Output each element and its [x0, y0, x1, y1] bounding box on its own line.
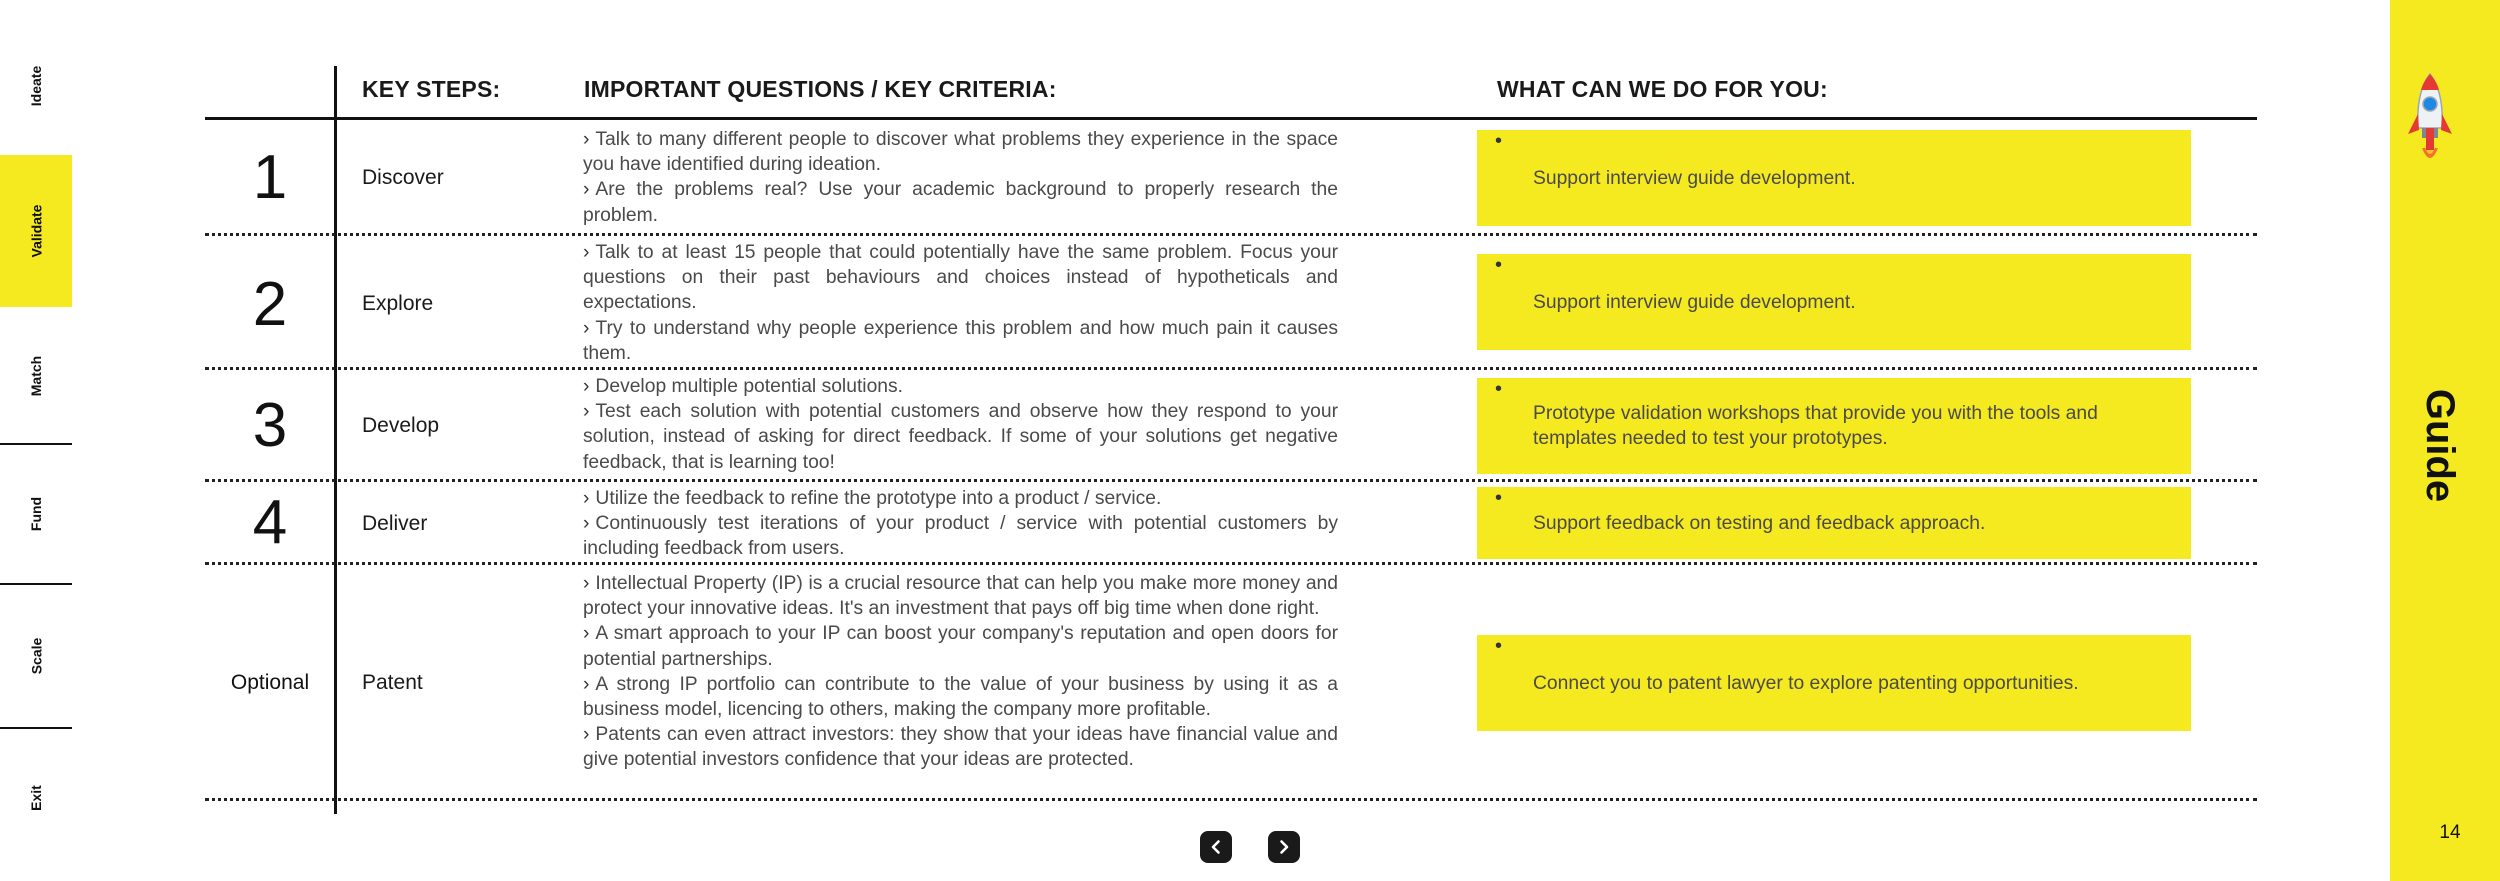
table-row	[205, 565, 2257, 801]
nav-item-label: Scale	[28, 637, 44, 675]
question-item: › Try to understand why people experience this problem and how much pain it causes them.	[583, 317, 1338, 364]
question-item: › Test each solution with potential customers and observe how they respond to your solution, instead of asking for direct feedback. If some of your solutions get negative feedback, that is learning too!	[583, 401, 1338, 473]
question-item: › Talk to at least 15 people that could potentially have the same problem. Focus your questions on their past behaviours and choices instead of hypotheticals and expectations.	[583, 242, 1338, 314]
header-questions: IMPORTANT QUESTIONS / KEY CRITERIA:	[584, 76, 1057, 102]
chevron-left-icon	[1208, 839, 1224, 855]
question-item: › Utilize the feedback to refine the prototype into a product / service.	[583, 488, 1162, 509]
questions-cell	[583, 571, 1338, 773]
step-name: Deliver	[362, 512, 428, 535]
questions-cell	[583, 127, 1338, 228]
table-row	[205, 120, 2257, 236]
help-text: Prototype validation workshops that provide you with the tools and templates needed to test your prototypes.	[1533, 403, 2098, 449]
help-box	[1477, 130, 2191, 226]
question-item: › Patents can even attract investors: they show that your ideas have financial value and give potential investors confidence that your ideas are protected.	[583, 724, 1338, 771]
help-text: Support interview guide development.	[1533, 167, 1856, 189]
question-item: › A smart approach to your IP can boost your company's reputation and open doors for potential partnerships.	[583, 623, 1338, 670]
question-item: › Continuously test iterations of your product / service with potential customers by including feedback from users.	[583, 513, 1338, 560]
nav-item-label: Exit	[28, 784, 44, 811]
guide-title	[2400, 370, 2480, 520]
help-box	[1477, 378, 2191, 474]
header-key-steps: KEY STEPS:	[362, 76, 501, 102]
step-number: 1	[252, 143, 288, 212]
table-row	[205, 370, 2257, 482]
help-text: Connect you to patent lawyer to explore patenting opportunities.	[1533, 672, 2079, 694]
question-item: › Intellectual Property (IP) is a crucial resource that can help you make more money and protect your innovative ideas. It's an investment that pays off big time when done right.	[583, 573, 1338, 620]
side-navigation	[0, 0, 72, 881]
nav-divider	[0, 727, 72, 729]
nav-divider	[0, 443, 72, 445]
question-item: › Develop multiple potential solutions.	[583, 376, 904, 397]
help-box	[1477, 487, 2191, 559]
bullet-icon: •	[1495, 378, 1503, 400]
step-name: Discover	[362, 166, 444, 189]
step-name: Explore	[362, 292, 434, 315]
step-name: Patent	[362, 671, 423, 694]
bullet-icon: •	[1495, 487, 1503, 509]
bullet-icon: •	[1495, 254, 1503, 276]
help-box	[1477, 635, 2191, 731]
help-box	[1477, 254, 2191, 350]
table-row	[205, 482, 2257, 565]
next-page-button[interactable]	[1268, 831, 1300, 863]
nav-item-exit[interactable]	[0, 730, 72, 865]
chevron-right-icon	[1276, 839, 1292, 855]
nav-item-label: Match	[27, 355, 44, 397]
questions-cell	[583, 240, 1338, 366]
question-item: › Are the problems real? Use your academic background to properly research the problem.	[583, 179, 1338, 226]
help-text: Support feedback on testing and feedback approach.	[1533, 512, 1986, 534]
help-text: Support interview guide development.	[1533, 291, 1856, 313]
step-number: Optional	[230, 671, 310, 694]
table-row	[205, 236, 2257, 370]
page-number: 14	[2439, 822, 2461, 843]
question-item: › A strong IP portfolio can contribute to the value of your business by using it as a business model, licencing to others, making the company more profitable.	[583, 673, 1338, 721]
nav-item-match[interactable]	[0, 310, 72, 442]
step-number: 4	[252, 488, 288, 557]
row-divider	[205, 798, 2257, 801]
step-name: Develop	[362, 414, 440, 437]
rocket-icon	[2400, 70, 2460, 170]
nav-divider	[0, 583, 72, 585]
nav-item-fund[interactable]	[0, 446, 72, 582]
bullet-icon: •	[1495, 635, 1503, 657]
nav-item-label: Fund	[28, 496, 44, 532]
questions-cell	[583, 486, 1338, 562]
nav-item-ideate[interactable]	[0, 20, 72, 152]
questions-cell	[583, 374, 1338, 475]
question-item: › Talk to many different people to discover what problems they experience in the space you have identified during ideation.	[583, 129, 1338, 176]
nav-item-validate[interactable]	[0, 155, 72, 307]
header-help: WHAT CAN WE DO FOR YOU:	[1497, 76, 1828, 102]
nav-item-scale[interactable]	[0, 586, 72, 726]
bullet-icon: •	[1495, 130, 1503, 152]
step-number: 2	[252, 270, 288, 339]
step-number: 3	[252, 391, 288, 460]
nav-item-label: Validate	[27, 204, 44, 258]
nav-item-label: Ideate	[28, 65, 44, 107]
guide-title-text: Guide	[2418, 388, 2463, 502]
previous-page-button[interactable]	[1200, 831, 1232, 863]
